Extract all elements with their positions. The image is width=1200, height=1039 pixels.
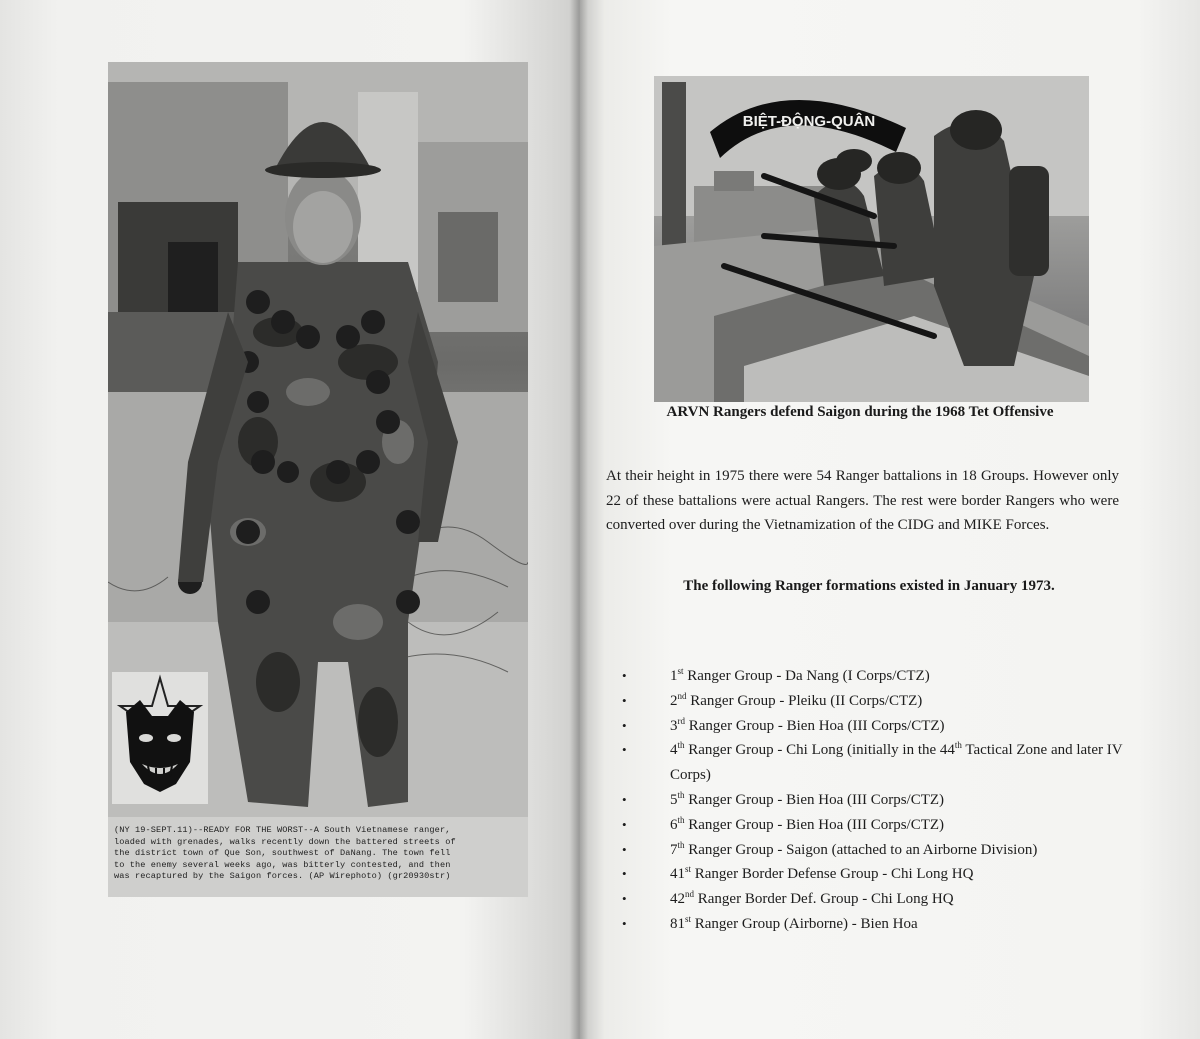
list-item: • 5th Ranger Group - Bien Hoa (III Corps/CTZ) bbox=[622, 788, 1132, 813]
ranger-groups-list bbox=[622, 664, 1132, 937]
caption-line: to the enemy several weeks ago, was bitterly contested, and then bbox=[114, 859, 451, 870]
body-paragraph: At their height in 1975 there were 54 Ranger battalions in 18 Groups. However only 22 of these battalions were actual Rangers. The rest were border Rangers who were converted over during the Vietnamization of the CIDG and MIKE Forces. bbox=[606, 468, 1119, 533]
caption-line: was recaptured by the Saigon forces. (AP Wirephoto) (gr20930str) bbox=[114, 871, 451, 881]
photo-caption: ARVN Rangers defend Saigon during the 1968 Tet Offensive bbox=[666, 404, 1054, 420]
list-item: • 4th Ranger Group - Chi Long (initially in the 44th Tactical Zone and later IV Corps) bbox=[622, 738, 1132, 788]
ranger-insignia-image bbox=[112, 672, 208, 804]
caption-line: the district town of Que Son, southwest of DaNang. The town fell bbox=[114, 848, 451, 858]
list-item: • 3rd Ranger Group - Bien Hoa (III Corps/CTZ) bbox=[622, 714, 1132, 739]
list-item: • 81st Ranger Group (Airborne) - Bien Hoa bbox=[622, 912, 1132, 937]
formations-heading: The following Ranger formations existed in January 1973. bbox=[683, 578, 1055, 594]
book-gutter bbox=[570, 0, 588, 1039]
patch-text: BIỆT-ĐỘNG-QUÂN bbox=[742, 113, 876, 130]
list-item: • 7th Ranger Group - Saigon (attached to an Airborne Division) bbox=[622, 838, 1132, 863]
list-item: • 6th Ranger Group - Bien Hoa (III Corps/CTZ) bbox=[622, 813, 1132, 838]
list-item: • 42nd Ranger Border Def. Group - Chi Long HQ bbox=[622, 887, 1132, 912]
caption-line: loaded with grenades, walks recently down the battered streets of bbox=[114, 836, 456, 847]
caption-line: (NY 19-SEPT.11)--READY FOR THE WORST--A South Vietnamese ranger, bbox=[114, 825, 451, 835]
list-item: • 2nd Ranger Group - Pleiku (II Corps/CTZ) bbox=[622, 689, 1132, 714]
rangers-defend-photo bbox=[654, 76, 1089, 402]
list-item: • 1st Ranger Group - Da Nang (I Corps/CTZ) bbox=[622, 664, 1132, 689]
ranger-photo-caption bbox=[108, 817, 528, 897]
list-item: • 41st Ranger Border Defense Group - Chi Long HQ bbox=[622, 862, 1132, 887]
